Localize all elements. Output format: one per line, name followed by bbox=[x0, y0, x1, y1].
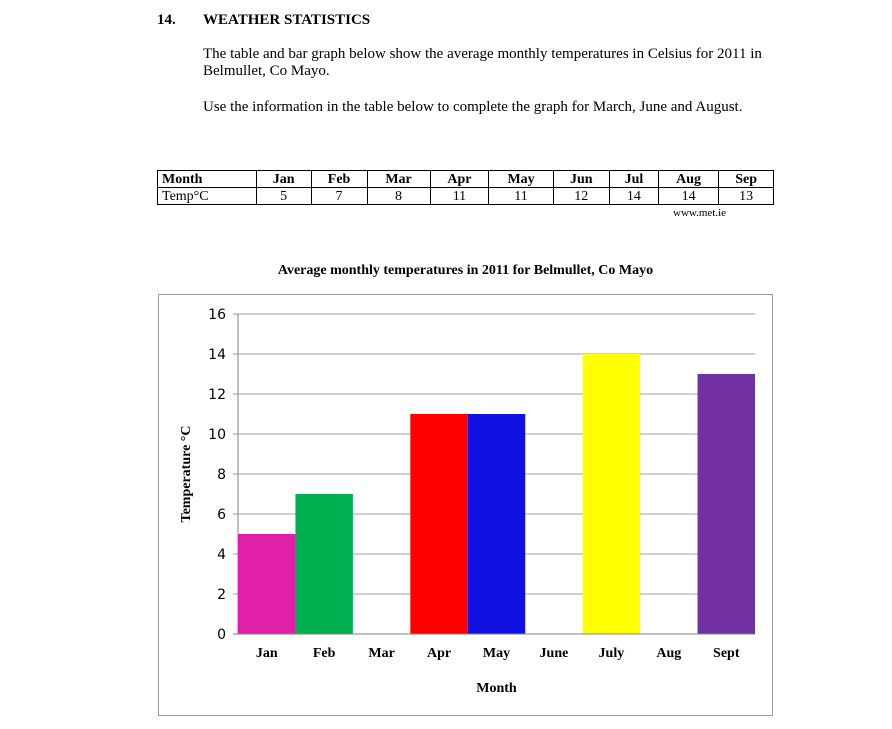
month-row bbox=[158, 171, 774, 188]
temp-cell: 11 bbox=[430, 188, 489, 205]
bar bbox=[238, 534, 295, 634]
y-tick-label: 2 bbox=[217, 587, 226, 603]
month-cell: May bbox=[489, 171, 553, 188]
month-cell: Aug bbox=[659, 171, 719, 188]
y-tick-label: 6 bbox=[217, 507, 226, 523]
question-title: WEATHER STATISTICS bbox=[203, 12, 371, 28]
temp-row-header: Temp°C bbox=[158, 188, 257, 205]
x-tick-label: July bbox=[598, 646, 625, 661]
x-tick-label: Jan bbox=[255, 646, 278, 661]
bar bbox=[698, 374, 755, 634]
intro-paragraph: The table and bar graph below show the average monthly temperatures in Celsius for 2011 in Belmullet, Co Mayo. bbox=[203, 46, 762, 79]
x-tick-label: Feb bbox=[312, 646, 336, 661]
temperature-table bbox=[157, 170, 774, 205]
y-tick-label: 0 bbox=[217, 627, 226, 643]
x-tick-label: Sept bbox=[713, 646, 740, 661]
instruction-paragraph: Use the information in the table below to complete the graph for March, June and August. bbox=[203, 99, 743, 115]
y-tick-label: 14 bbox=[208, 347, 226, 363]
bar bbox=[295, 494, 352, 634]
month-cell: Sep bbox=[719, 171, 774, 188]
month-cell: Feb bbox=[311, 171, 367, 188]
temp-row bbox=[158, 188, 774, 205]
x-tick-label: May bbox=[482, 646, 511, 661]
chart-title: Average monthly temperatures in 2011 for Belmullet, Co Mayo bbox=[277, 263, 654, 278]
temp-cell: 8 bbox=[367, 188, 430, 205]
y-axis-label: Temperature °C bbox=[179, 425, 194, 523]
x-tick-label: June bbox=[539, 646, 569, 661]
x-tick-label: Mar bbox=[368, 646, 395, 661]
x-tick-label: Apr bbox=[426, 646, 452, 661]
bar bbox=[468, 414, 525, 634]
month-cell: Mar bbox=[367, 171, 430, 188]
temp-cell: 14 bbox=[609, 188, 658, 205]
temp-cell: 7 bbox=[311, 188, 367, 205]
temp-cell: 13 bbox=[719, 188, 774, 205]
temp-cell: 12 bbox=[553, 188, 609, 205]
question-number: 14. bbox=[157, 12, 176, 28]
month-cell: Apr bbox=[430, 171, 489, 188]
y-tick-label: 12 bbox=[208, 387, 226, 403]
temp-cell: 11 bbox=[489, 188, 553, 205]
y-tick-label: 10 bbox=[208, 427, 226, 443]
bar-chart bbox=[158, 294, 773, 716]
temp-cell: 5 bbox=[256, 188, 311, 205]
month-cell: Jun bbox=[553, 171, 609, 188]
month-row-header: Month bbox=[158, 171, 257, 188]
y-tick-label: 8 bbox=[217, 467, 226, 483]
x-axis-label: Month bbox=[476, 681, 517, 696]
y-tick-label: 16 bbox=[208, 307, 226, 323]
month-cell: Jan bbox=[256, 171, 311, 188]
x-tick-label: Aug bbox=[656, 646, 682, 661]
y-tick-label: 4 bbox=[217, 547, 226, 563]
temp-cell: 14 bbox=[659, 188, 719, 205]
month-cell: Jul bbox=[609, 171, 658, 188]
bar bbox=[583, 354, 640, 634]
bar bbox=[410, 414, 467, 634]
source-credit: www.met.ie bbox=[673, 207, 727, 219]
